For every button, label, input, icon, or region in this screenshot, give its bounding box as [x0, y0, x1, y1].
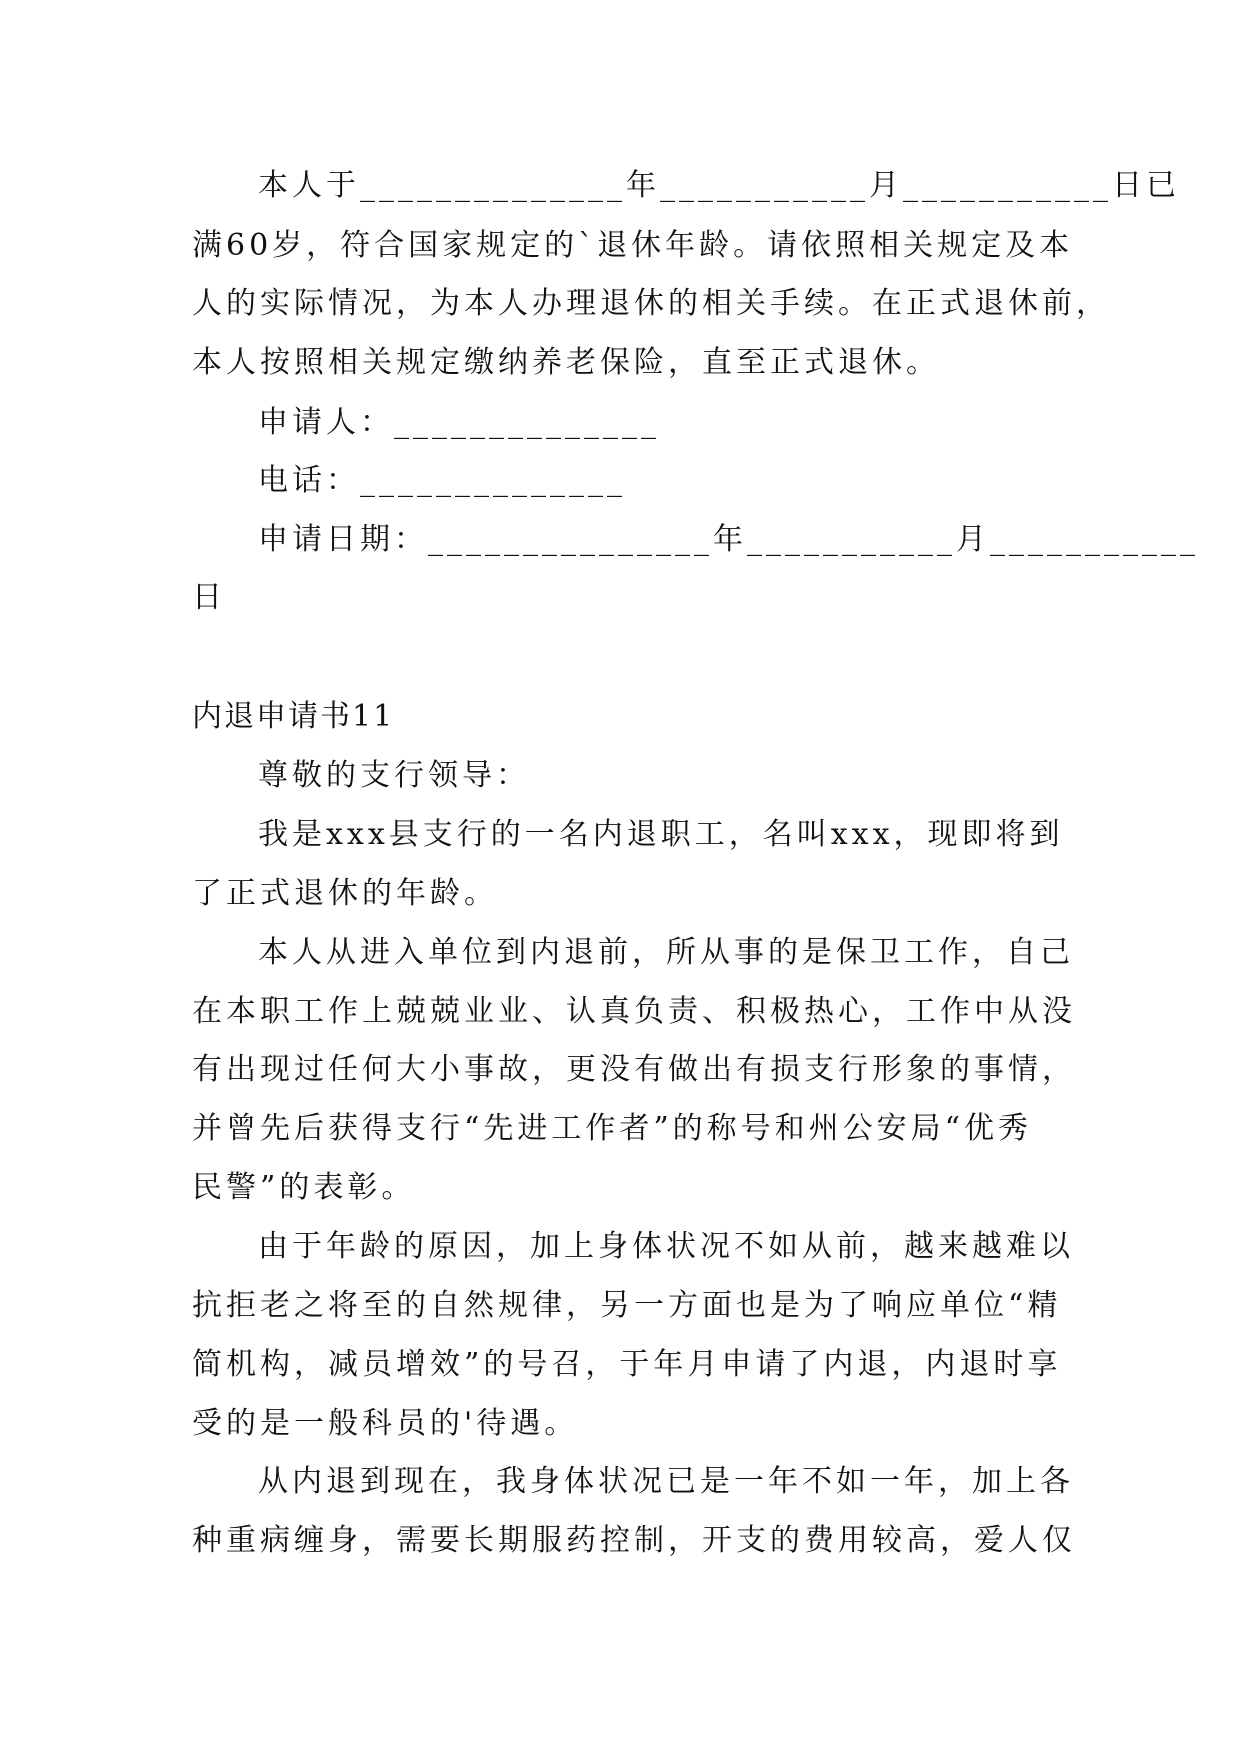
phone-line: 电话：______________ — [258, 463, 626, 498]
paragraph-line: 本人于______________年___________月___________日已 — [258, 168, 1180, 203]
paragraph-line: 满60岁，符合国家规定的`退休年龄。请依照相关规定及本 — [192, 228, 1074, 263]
paragraph-line: 简机构，减员增效”的号召，于年月申请了内退，内退时享 — [192, 1347, 1062, 1382]
paragraph-line: 从内退到现在，我身体状况已是一年不如一年，加上各 — [258, 1464, 1074, 1499]
paragraph-line: 人的实际情况，为本人办理退休的相关手续。在正式退休前， — [192, 286, 1110, 321]
paragraph-line: 抗拒老之将至的自然规律，另一方面也是为了响应单位“精 — [192, 1288, 1062, 1323]
paragraph-line: 有出现过任何大小事故，更没有做出有损支行形象的事情， — [192, 1052, 1076, 1087]
paragraph-line: 本人从进入单位到内退前，所从事的是保卫工作，自己 — [258, 935, 1074, 970]
application-date-line: 日 — [192, 580, 226, 615]
paragraph-line: 由于年龄的原因，加上身体状况不如从前，越来越难以 — [258, 1229, 1074, 1264]
paragraph-line: 种重病缠身，需要长期服药控制，开支的费用较高，爱人仅 — [192, 1523, 1076, 1558]
paragraph-line: 我是xxx县支行的一名内退职工，名叫xxx，现即将到 — [258, 817, 1064, 852]
paragraph-line: 受的是一般科员的'待遇。 — [192, 1406, 579, 1441]
applicant-line: 申请人：______________ — [258, 405, 660, 440]
application-date-line: 申请日期：_______________年___________月___________ — [258, 522, 1199, 557]
salutation: 尊敬的支行领导： — [258, 758, 530, 793]
paragraph-line: 民警”的表彰。 — [192, 1170, 416, 1205]
section-title: 内退申请书11 — [192, 699, 395, 734]
paragraph-line: 并曾先后获得支行“先进工作者”的称号和州公安局“优秀 — [192, 1111, 1033, 1146]
paragraph-line: 本人按照相关规定缴纳养老保险，直至正式退休。 — [192, 345, 940, 380]
paragraph-line: 了正式退休的年龄。 — [192, 876, 498, 911]
paragraph-line: 在本职工作上兢兢业业、认真负责、积极热心，工作中从没 — [192, 994, 1076, 1029]
